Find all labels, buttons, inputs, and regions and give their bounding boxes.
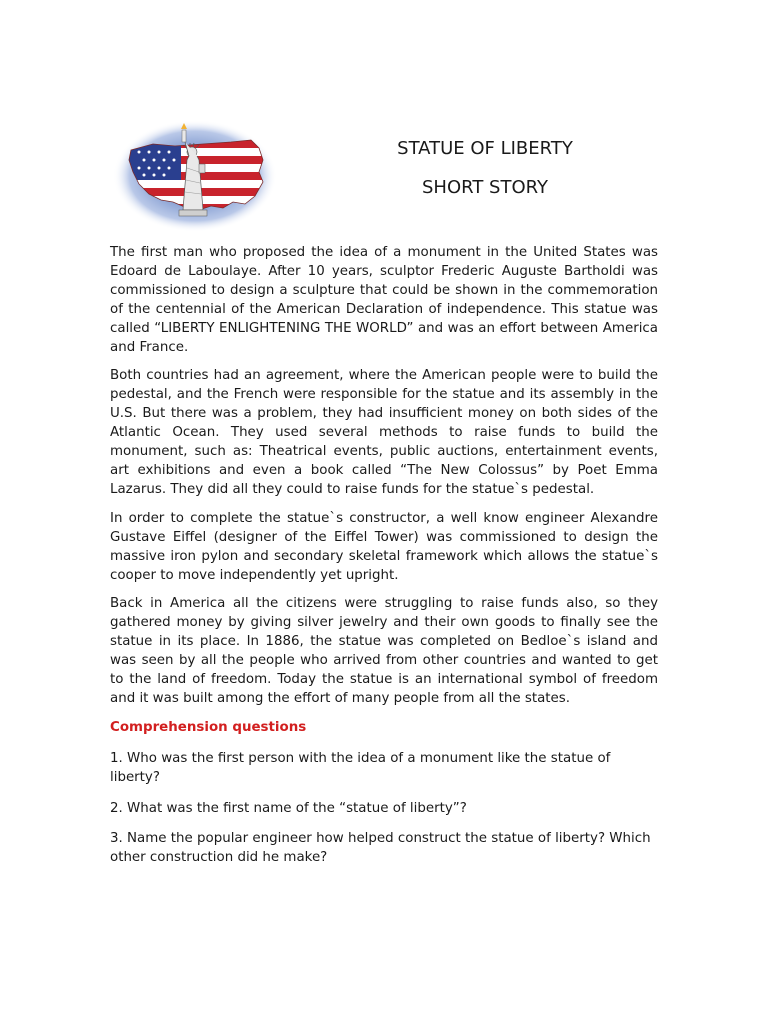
- story-paragraph: In order to complete the statue`s constructor, a well know engineer Alexandre Gustave Eiffel (designer of the Eiffel Tower) was commissioned to design the massive iron pylon and secondary skeletal framework which allows the statue`s cooper to move independently yet upright.: [110, 510, 658, 583]
- us-map-flag-statue-of-liberty-icon: [113, 120, 277, 232]
- question-item: 2. What was the first name of the “statue of liberty”?: [110, 800, 467, 816]
- question-item: 3. Name the popular engineer how helped construct the statue of liberty? Which other construction did he make?: [110, 831, 651, 866]
- page-title: STATUE OF LIBERTY: [397, 138, 573, 159]
- question-item: 1. Who was the first person with the idea of a monument like the statue of liberty?: [110, 750, 611, 785]
- story-paragraph: Both countries had an agreement, where the American people were to build the pedestal, and the French were responsible for the statue and its assembly in the U.S. But there was a problem, they had insufficient money on both sides of the Atlantic Ocean. They used several methods to raise funds to build the monument, such as: Theatrical events, public auctions, entertainment events, art exhibitions and even a book called “The New Colossus” by Poet Emma Lazarus. They did all they could to raise funds for the statue`s pedestal.: [110, 368, 658, 497]
- title-block: [330, 138, 640, 199]
- comprehension-heading: Comprehension questions: [110, 719, 307, 735]
- story-paragraph: Back in America all the citizens were struggling to raise funds also, so they gathered money by giving silver jewelry and their own goods to finally see the statue in its place. In 1886, the statue was completed on Bedloe`s island and was seen by all the people who arrived from other countries and wanted to get to the land of freedom. Today the statue is an international symbol of freedom and it was built among the effort of many people from all the states.: [110, 596, 658, 706]
- story-paragraph: The first man who proposed the idea of a monument in the United States was Edoard de Laboulaye. After 10 years, sculptor Frederic Auguste Bartholdi was commissioned to design a sculpture that could be shown in the commemoration of the centennial of the American Declaration of independence. This statue was called “LIBERTY ENLIGHTENING THE WORLD” and was an effort between America and France.: [110, 245, 658, 355]
- page-subtitle: SHORT STORY: [422, 177, 548, 198]
- story-body: [110, 244, 658, 880]
